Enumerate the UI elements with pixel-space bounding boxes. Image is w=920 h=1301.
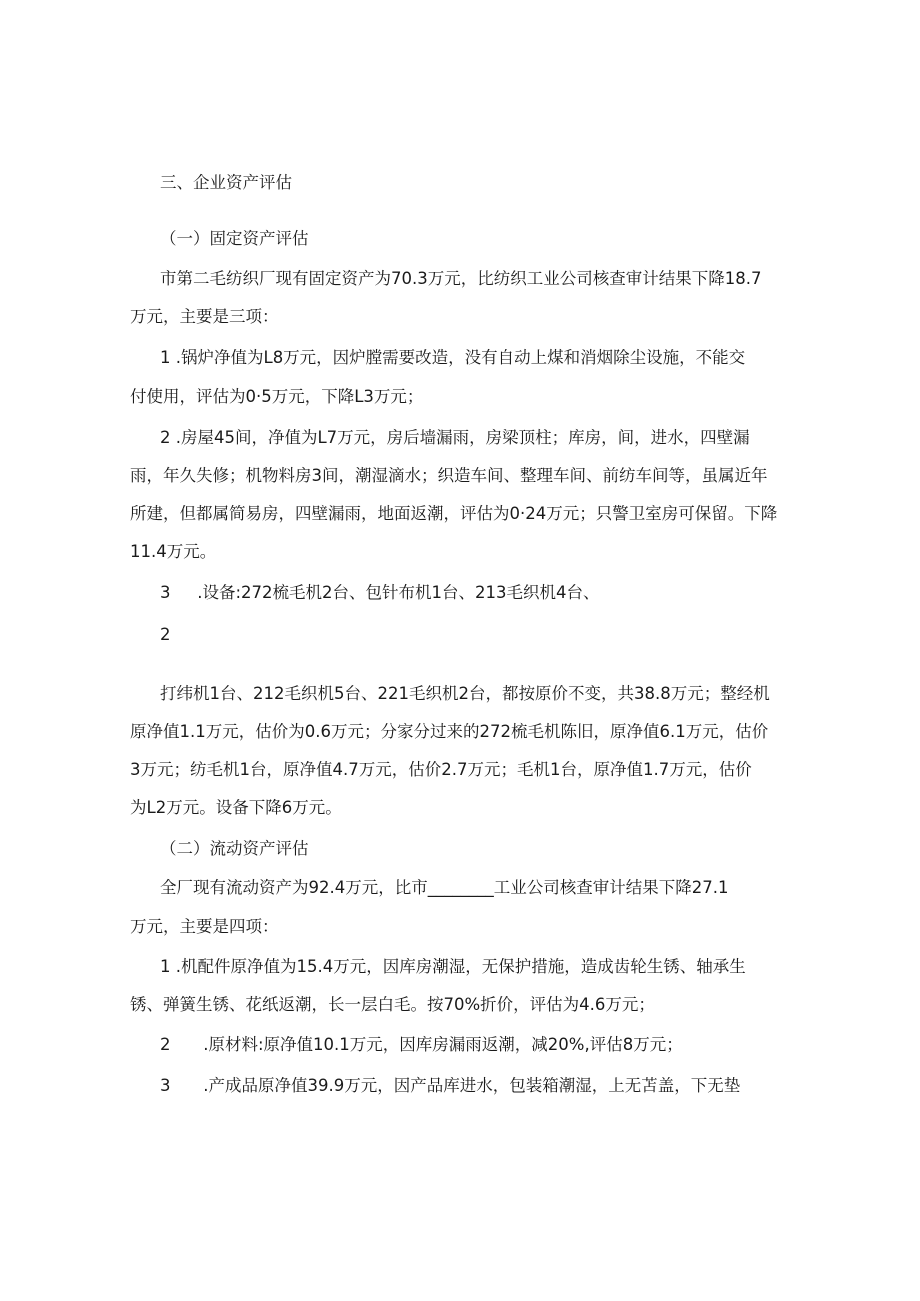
fixed-item-3-text: .设备:272梳毛机2台、包针布机1台、213毛织机4台、	[197, 583, 600, 602]
current-assets-heading: （二）流动资产评估	[160, 839, 309, 858]
fixed-item-3-line-2: 打纬机1台、212毛织机5台、221毛织机2台，都按原价不变，共38.8万元；整经机	[160, 684, 770, 703]
current-item-2-line-1	[160, 1034, 683, 1056]
fixed-item-3-line-4: 3万元；纺毛机1台，原净值4.7万元，估价2.7万元；毛机1台，原净值1.7万元，估价	[130, 760, 752, 779]
fixed-item-3-line-1	[160, 582, 600, 604]
current-assets-intro-line-1: 全厂现有流动资产为92.4万元，比市________工业公司核查审计结果下降27.1	[160, 878, 729, 897]
fixed-item-1-text: .锅炉净值为L8万元，因炉膛需要改造，没有自动上煤和消烟除尘设施，不能交	[175, 348, 746, 367]
fixed-item-2-line-2: 雨，年久失修；机物料房3间，潮湿滴水；织造车间、整理车间、前纺车间等，虽属近年	[130, 466, 768, 485]
current-item-2-number: 2	[160, 1035, 171, 1054]
fixed-item-1-line-2: 付使用，评估为0·5万元，下降L3万元；	[130, 387, 424, 406]
current-item-1-line-2: 锈、弹簧生锈、花纸返潮，长一层白毛。按70%折价，评估为4.6万元；	[130, 995, 655, 1014]
current-item-3-text: .产成品原净值39.9万元，因产品库进水，包装箱潮湿，上无苫盖，下无垫	[203, 1076, 741, 1095]
current-assets-intro-line-2: 万元，主要是四项：	[130, 917, 279, 936]
current-item-1-text: .机配件原净值为15.4万元，因库房潮湿，无保护措施，造成齿轮生锈、轴承生	[175, 957, 746, 976]
current-item-2-text: .原材料:原净值10.1万元，因库房漏雨返潮，减20%,评估8万元；	[203, 1035, 683, 1054]
fixed-item-2-line-3: 所建，但都属简易房，四壁漏雨，地面返潮，评估为0·24万元；只警卫室房可保留。下降	[130, 504, 778, 523]
current-item-3-number: 3	[160, 1076, 171, 1095]
fixed-item-2-line-4: 11.4万元。	[130, 542, 217, 561]
current-item-1-line-1	[160, 956, 746, 978]
fixed-item-2-text: .房屋45间，净值为L7万元，房后墙漏雨，房梁顶柱；库房，间，进水，四壁漏	[175, 428, 750, 447]
fixed-assets-intro-line-1: 市第二毛纺织厂现有固定资产为70.3万元，比纺织工业公司核查审计结果下降18.7	[160, 269, 762, 288]
fixed-item-3-number: 3	[160, 583, 171, 602]
fixed-item-3-line-3: 原净值1.1万元，估价为0.6万元；分家分过来的272梳毛机陈旧，原净值6.1万元，估价	[130, 722, 769, 741]
fixed-item-1-line-1	[160, 347, 745, 369]
current-item-1-number: 1	[160, 957, 171, 976]
current-item-3-line-1	[160, 1075, 740, 1097]
fixed-item-2-number: 2	[160, 428, 171, 447]
section-heading: 三、企业资产评估	[160, 173, 292, 192]
fixed-item-3-stray-number: 2	[160, 625, 171, 644]
fixed-item-2-line-1	[160, 427, 750, 449]
fixed-item-3-line-5: 为L2万元。设备下降6万元。	[130, 798, 342, 817]
fixed-assets-heading: （一）固定资产评估	[160, 229, 309, 248]
fixed-assets-intro-line-2: 万元，主要是三项：	[130, 307, 279, 326]
fixed-item-1-number: 1	[160, 348, 171, 367]
